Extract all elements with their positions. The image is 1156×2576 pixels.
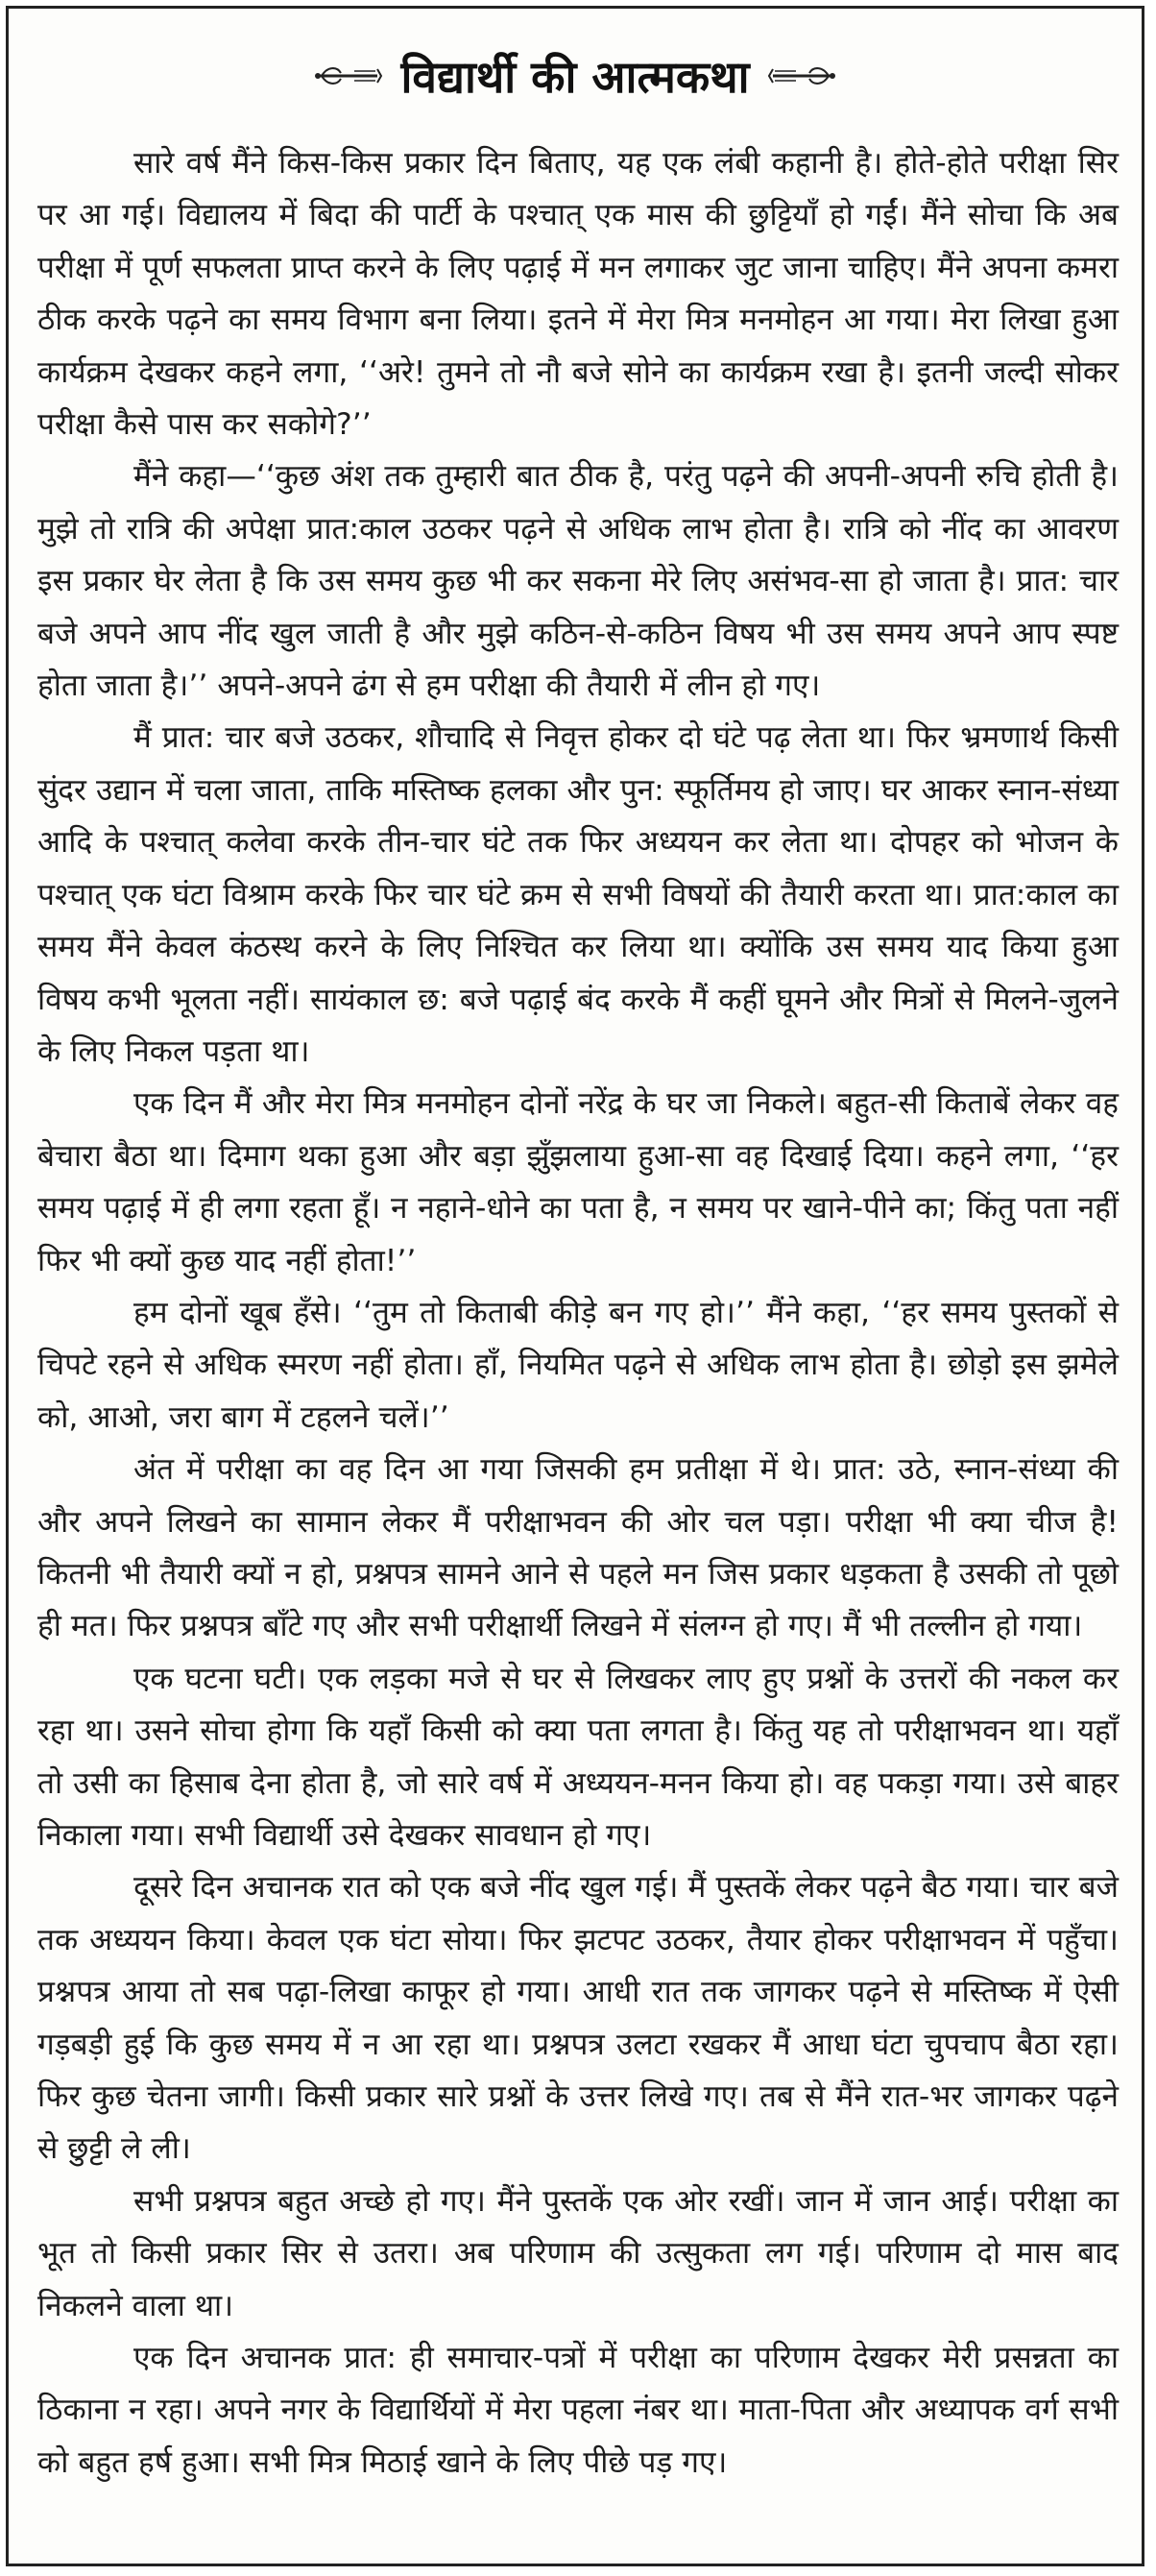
paragraph-2: मैंने कहा—‘‘कुछ अंश तक तुम्हारी बात ठीक है, परंतु पढ़ने की अपनी-अपनी रुचि होती है। मुझे तो रात्रि की अपेक्षा प्रात:काल उठकर पढ़ने से अधिक लाभ होता है। रात्रि को नींद का आवरण इस प्रकार घेर लेता है कि उस समय कुछ भी कर सकना मेरे लिए असंभव-सा हो जाता है। प्रात: चार बजे अपने आप नींद खुल जाती है और मुझे कठिन-से-कठिन विषय भी उस समय अपने आप स्पष्ट होता जाता है।’’ अपने-अपने ढंग से हम परीक्षा की तैयारी में लीन हो गए।: [37, 459, 1119, 704]
paragraph-6: अंत में परीक्षा का वह दिन आ गया जिसकी हम प्रतीक्षा में थे। प्रात: उठे, स्नान-संध्या की और अपने लिखने का सामान लेकर मैं परीक्षाभवन की ओर चल पड़ा। परीक्षा भी क्या चीज है! कितनी भी तैयारी क्यों न हो, प्रश्नपत्र सामने आने से पहले मन जिस प्रकार धड़कता है उसकी तो पूछो ही मत। फिर प्रश्नपत्र बाँटे गए और सभी परीक्षार्थी लिखने में संलग्न हो गए। मैं भी तल्लीन हो गया।: [37, 1452, 1119, 1644]
right-flourish-ornament: [767, 61, 838, 90]
paragraph-8: दूसरे दिन अचानक रात को एक बजे नींद खुल गई। मैं पुस्तकें लेकर पढ़ने बैठ गया। चार बजे तक अध्ययन किया। केवल एक घंटा सोया। फिर झटपट उठकर, तैयार होकर परीक्षाभवन में पहुँचा। प्रश्नपत्र आया तो सब पढ़ा-लिखा काफूर हो गया। आधी रात तक जागकर पढ़ने से मस्तिष्क में ऐसी गड़बड़ी हुई कि कुछ समय में न आ रहा था। प्रश्नपत्र उलटा रखकर मैं आधा घंटा चुपचाप बैठा रहा। फिर कुछ चेतना जागी। किसी प्रकार सारे प्रश्नों के उत्तर लिखे गए। तब से मैंने रात-भर जागकर पढ़ने से छुट्टी ले ली।: [37, 1870, 1119, 2167]
page-title: विद्यार्थी की आत्मकथा: [400, 51, 750, 103]
paragraph-9: सभी प्रश्नपत्र बहुत अच्छे हो गए। मैंने पुस्तकें एक ओर रखीं। जान में जान आई। परीक्षा का भूत तो किसी प्रकार सिर से उतरा। अब परिणाम की उत्सुकता लग गई। परिणाम दो मास बाद निकलने वाला था।: [37, 2183, 1119, 2323]
paragraph-3: मैं प्रात: चार बजे उठकर, शौचादि से निवृत्त होकर दो घंटे पढ़ लेता था। फिर भ्रमणार्थ किसी सुंदर उद्यान में चला जाता, ताकि मस्तिष्क हलका और पुन: स्फूर्तिमय हो जाए। घर आकर स्नान-संध्या आदि के पश्चात् कलेवा करके तीन-चार घंटे तक फिर अध्ययन कर लेता था। दोपहर को भोजन के पश्चात् एक घंटा विश्राम करके फिर चार घंटे क्रम से सभी विषयों की तैयारी करता था। प्रात:काल का समय मैंने केवल कंठस्थ करने के लिए निश्चित कर लिया था। क्योंकि उस समय याद किया हुआ विषय कभी भूलता नहीं। सायंकाल छ: बजे पढ़ाई बंद करके मैं कहीं घूमने और मित्रों से मिलने-जुलने के लिए निकल पड़ता था।: [37, 720, 1119, 1069]
paragraph-10: एक दिन अचानक प्रात: ही समाचार-पत्रों में परीक्षा का परिणाम देखकर मेरी प्रसन्नता का ठिकाना न रहा। अपने नगर के विद्यार्थियों में मेरा पहला नंबर था। माता-पिता और अध्यापक वर्ग सभी को बहुत हर्ष हुआ। सभी मित्र मिठाई खाने के लिए पीछे पड़ गए।: [37, 2341, 1119, 2480]
left-flourish-ornament: [312, 61, 383, 90]
paragraph-5: हम दोनों खूब हँसे। ‘‘तुम तो किताबी कीड़े बन गए हो।’’ मैंने कहा, ‘‘हर समय पुस्तकों से चिपटे रहने से अधिक स्मरण नहीं होता। हाँ, नियमित पढ़ने से अधिक लाभ होता है। छोड़ो इस झमेले को, आओ, जरा बाग में टहलने चलें।’’: [37, 1295, 1119, 1435]
document-page: [6, 6, 1144, 2566]
paragraph-7: एक घटना घटी। एक लड़का मजे से घर से लिखकर लाए हुए प्रश्नों के उत्तरों की नकल कर रहा था। उसने सोचा होगा कि यहाँ किसी को क्या पता लगता है। किंतु यह तो परीक्षाभवन था। यहाँ तो उसी का हिसाब देना होता है, जो सारे वर्ष में अध्ययन-मनन किया हो। वह पकड़ा गया। उसे बाहर निकाला गया। सभी विद्यार्थी उसे देखकर सावधान हो गए।: [37, 1661, 1119, 1853]
essay-body: [37, 137, 1119, 2489]
paragraph-4: एक दिन मैं और मेरा मित्र मनमोहन दोनों नरेंद्र के घर जा निकले। बहुत-सी किताबें लेकर वह बेचारा बैठा था। दिमाग थका हुआ और बड़ा झुँझलाया हुआ-सा वह दिखाई दिया। कहने लगा, ‘‘हर समय पढ़ाई में ही लगा रहता हूँ। न नहाने-धोने का पता है, न समय पर खाने-पीने का; किंतु पता नहीं फिर भी क्यों कुछ याद नहीं होता!’’: [37, 1086, 1119, 1278]
title-row: [9, 37, 1142, 114]
paragraph-1: सारे वर्ष मैंने किस-किस प्रकार दिन बिताए, यह एक लंबी कहानी है। होते-होते परीक्षा सिर पर आ गई। विद्यालय में बिदा की पार्टी के पश्चात् एक मास की छुट्टियाँ हो गईं। मैंने सोचा कि अब परीक्षा में पूर्ण सफलता प्राप्त करने के लिए पढ़ाई में मन लगाकर जुट जाना चाहिए। मैंने अपना कमरा ठीक करके पढ़ने का समय विभाग बना लिया। इतने में मेरा मित्र मनमोहन आ गया। मेरा लिखा हुआ कार्यक्रम देखकर कहने लगा, ‘‘अरे! तुमने तो नौ बजे सोने का कार्यक्रम रखा है। इतनी जल्दी सोकर परीक्षा कैसे पास कर सकोगे?’’: [37, 146, 1119, 443]
